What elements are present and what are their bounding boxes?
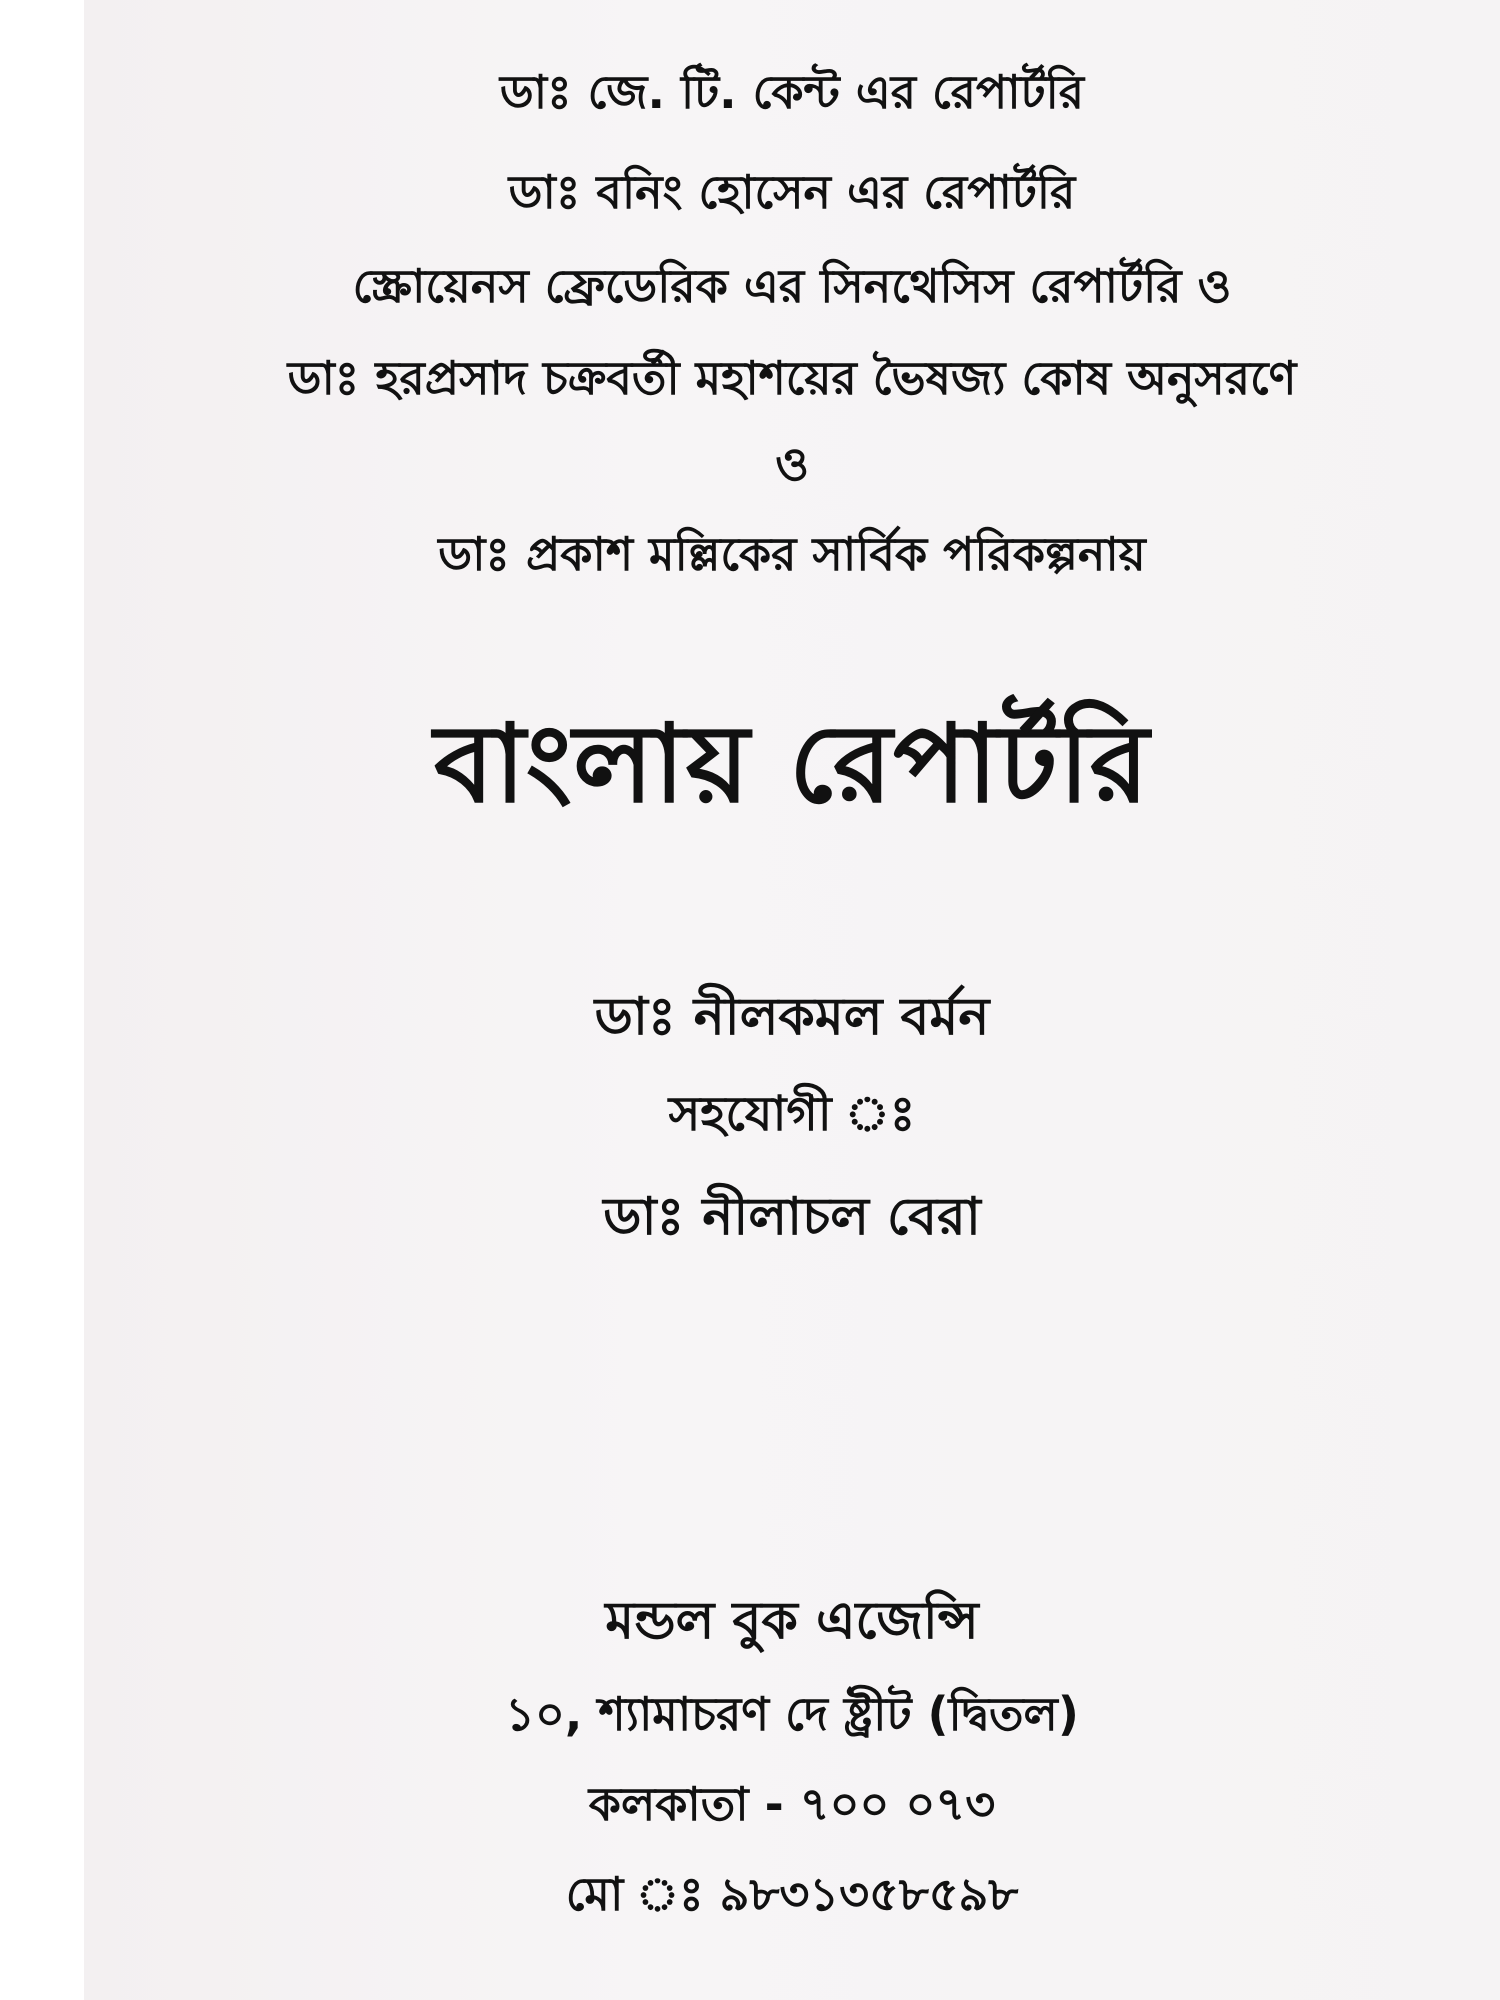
credit-line-conjunction: ও xyxy=(775,437,809,491)
credit-line-haraprasad: ডাঃ হরপ্রসাদ চক্রবর্তী মহাশয়ের ভৈষজ্য কোষ অনুসরণে xyxy=(287,351,1297,405)
book-title: বাংলায় রেপার্টরি xyxy=(434,702,1150,827)
publisher-phone: মো ঃ ৯৮৩১৩৫৮৫৯৮ xyxy=(565,1867,1019,1921)
credit-line-kent: ডাঃ জে. টি. কেন্ট এর রেপার্টরি xyxy=(499,65,1085,119)
book-title-page xyxy=(84,0,1500,2000)
publisher-city: কলকাতা - ৭০০ ০৭৩ xyxy=(588,1777,996,1831)
publisher-address: ১০, শ্যামাচরণ দে ষ্ট্রীট (দ্বিতল) xyxy=(505,1687,1079,1741)
assistant-label: সহযোগী ঃ xyxy=(668,1086,916,1142)
credit-line-prakash: ডাঃ প্রকাশ মল্লিকের সার্বিক পরিকল্পনায় xyxy=(438,527,1146,581)
publisher-name: মন্ডল বুক এজেন্সি xyxy=(605,1591,979,1651)
credit-line-bonninghausen: ডাঃ বনিং হোসেন এর রেপার্টরি xyxy=(508,165,1076,219)
credit-line-synthesis: স্ক্রোয়েনস ফ্রেডেরিক এর সিনথেসিস রেপার্টরি ও xyxy=(352,259,1232,313)
author-name: ডাঃ নীলকমল বর্মন xyxy=(594,987,990,1047)
assistant-name: ডাঃ নীলাচল বেরা xyxy=(603,1187,981,1247)
